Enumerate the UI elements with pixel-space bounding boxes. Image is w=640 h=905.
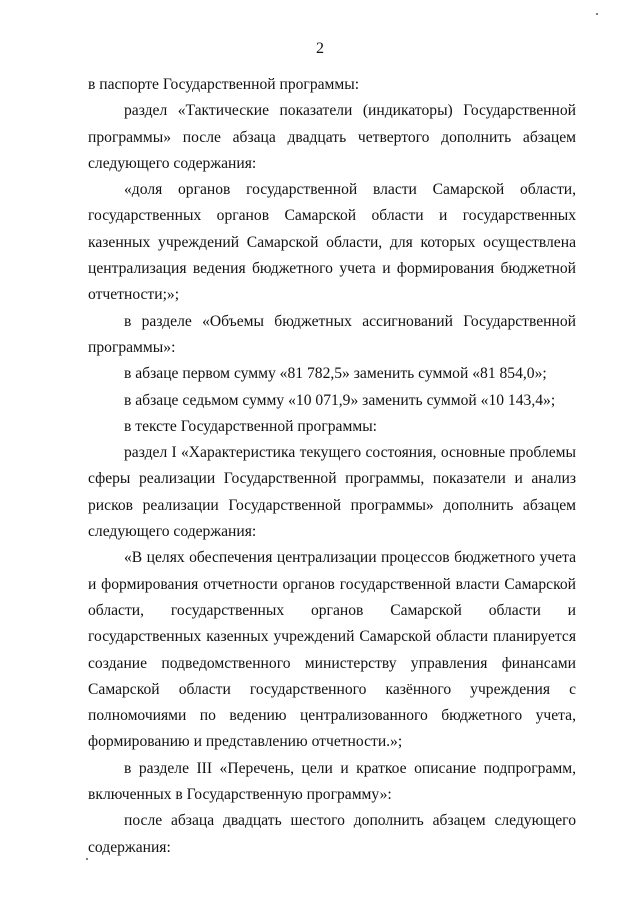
document-body	[88, 72, 576, 861]
paragraph-tactical-indicators: раздел «Тактические показатели (индикаторы) Государственной программы» после абзаца двадцать четвертого дополнить абзацем следующего содержания:	[88, 102, 576, 172]
scan-speck	[596, 13, 598, 15]
paragraph-quoted-indicator: «доля органов государственной власти Самарской области, государственных органов Самарской области и государственных казенных учреждений Самарской области, для которых осуществлена централизация ведения бюджетного учета и формирования бюджетной отчетности;»;	[88, 181, 576, 304]
paragraph-first-sum: в абзаце первом сумму «81 782,5» заменить суммой «81 854,0»;	[124, 365, 547, 383]
paragraph-section-one: раздел I «Характеристика текущего состояния, основные проблемы сферы реализации Государственной программы, показатели и анализ рисков реализации Государственной программы» дополнить абзацем следующего содержания:	[88, 444, 576, 541]
paragraph-quoted-centralization: «В целях обеспечения централизации процессов бюджетного учета и формирования отчетности органов государственной власти Самарской области, государственных органов Самарской области и государственных казенных учреждений Самарской области планируется создание подведомственного министерству управления финансами Самарской области государственного казённого учреждения с полномочиями по ведению централизованного бюджетного учета, формированию и представлению отчетности.»;	[88, 549, 576, 751]
paragraph-after-twenty-sixth: после абзаца двадцать шестого дополнить абзацем следующего содержания:	[88, 812, 576, 856]
paragraph-budget-volumes: в разделе «Объемы бюджетных ассигнований Государственной программы»:	[88, 312, 576, 356]
scan-speck	[86, 858, 88, 860]
paragraph-passport-intro: в паспорте Государственной программы:	[88, 76, 360, 93]
page-number: 2	[316, 40, 324, 57]
paragraph-section-three: в разделе III «Перечень, цели и краткое описание подпрограмм, включенных в Государственную программу»:	[88, 759, 576, 804]
paragraph-seventh-sum: в абзаце седьмом сумму «10 071,9» заменить суммой «10 143,4»;	[124, 391, 556, 409]
paragraph-program-text: в тексте Государственной программы:	[124, 417, 378, 435]
